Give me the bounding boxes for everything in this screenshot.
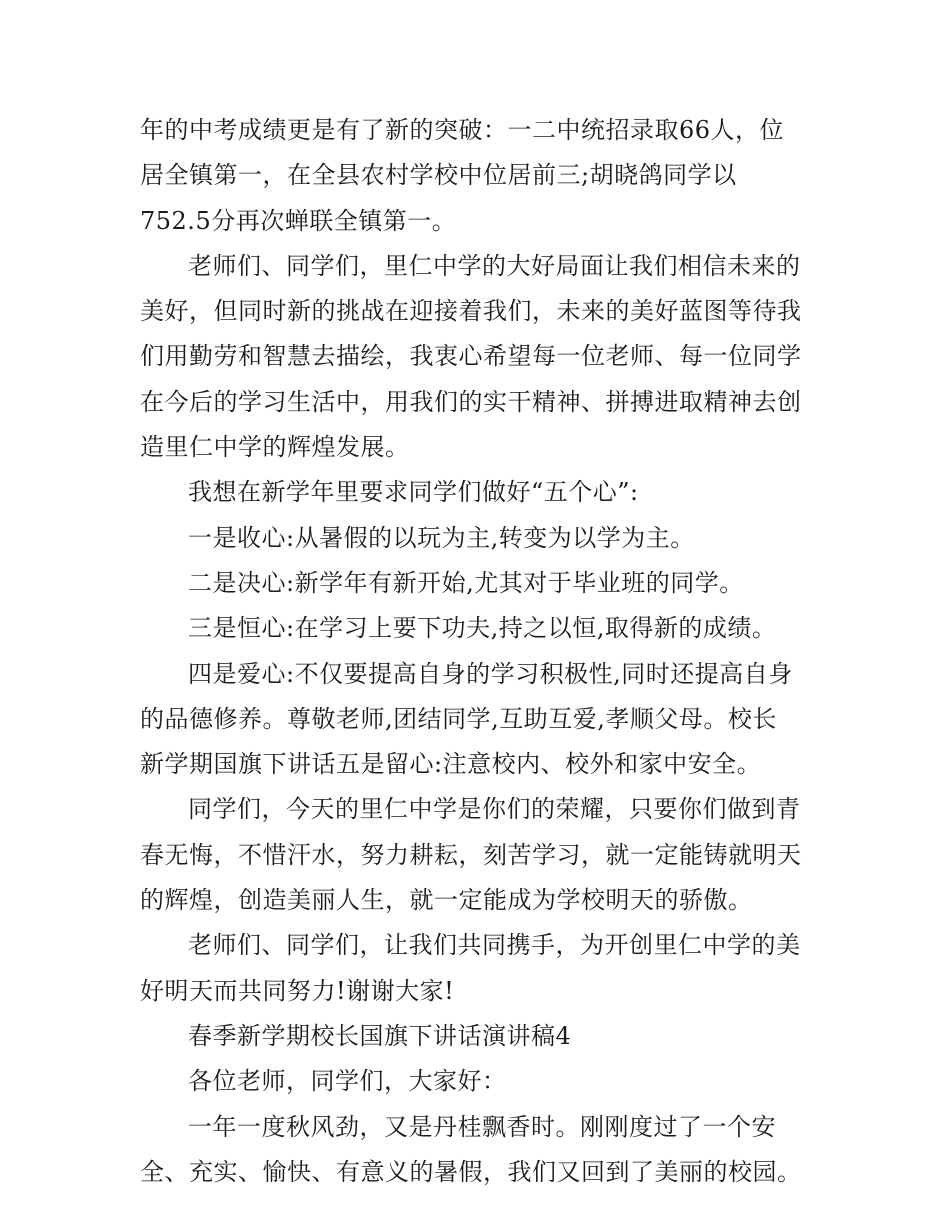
paragraph-start-line: 三是恒心:在学习上要下功夫,持之以恒,取得新的成绩。 — [188, 614, 777, 643]
text-line: 的辉煌，创造美丽人生，就一定能成为学校明天的骄傲。 — [140, 886, 753, 915]
paragraph-start-line: 老师们、同学们，让我们共同携手，为开创里仁中学的美 — [188, 931, 801, 960]
document-body — [140, 108, 820, 1195]
paragraph-start-line: 一是收心:从暑假的以玩为主,转变为以学为主。 — [188, 523, 695, 552]
paragraph-start-line: 老师们、同学们，里仁中学的大好局面让我们相信未来的 — [188, 251, 801, 280]
text-line: 造里仁中学的辉煌发展。 — [140, 433, 410, 462]
paragraph-start-line: 四是爱心:不仅要提高自身的学习积极性,同时还提高自身 — [188, 659, 793, 688]
text-line: 年的中考成绩更是有了新的突破：一二中统招录取66人，位 — [140, 116, 785, 144]
text-line: 在今后的学习生活中，用我们的实干精神、拼搏进取精神去创 — [140, 387, 802, 416]
text-line: 752.5分再次蝉联全镇第一。 — [140, 206, 457, 235]
section-title-line: 春季新学期校长国旗下讲话演讲稿4 — [188, 1021, 572, 1050]
text-line: 居全镇第一，在全县农村学校中位居前三;胡晓鸽同学以 — [140, 161, 737, 190]
text-line: 美好，但同时新的挑战在迎接着我们，未来的美好蓝图等待我 — [140, 297, 802, 326]
text-line: 全、充实、愉快、有意义的暑假，我们又回到了美丽的校园。 — [140, 1157, 802, 1186]
text-line: 好明天而共同努力!谢谢大家! — [140, 976, 455, 1005]
paragraph-start-line: 我想在新学年里要求同学们做好“五个心”: — [188, 478, 639, 507]
greeting-line: 各位老师，同学们，大家好： — [188, 1067, 507, 1096]
paragraph-start-line: 二是决心:新学年有新开始,尤其对于毕业班的同学。 — [188, 568, 744, 597]
text-line: 春无悔，不惜汗水，努力耕耘，刻苦学习，就一定能铸就明天 — [140, 840, 802, 869]
paragraph-start-line: 同学们，今天的里仁中学是你们的荣耀，只要你们做到青 — [188, 795, 801, 824]
text-line: 的品德修养。尊敬老师,团结同学,互助互爱,孝顺父母。校长 — [140, 704, 777, 733]
text-line: 新学期国旗下讲话五是留心:注意校内、校外和家中安全。 — [140, 750, 762, 779]
text-line: 们用勤劳和智慧去描绘，我衷心希望每一位老师、每一位同学 — [140, 342, 802, 371]
paragraph-start-line: 一年一度秋风劲，又是丹桂飘香时。刚刚度过了一个安 — [188, 1112, 776, 1141]
